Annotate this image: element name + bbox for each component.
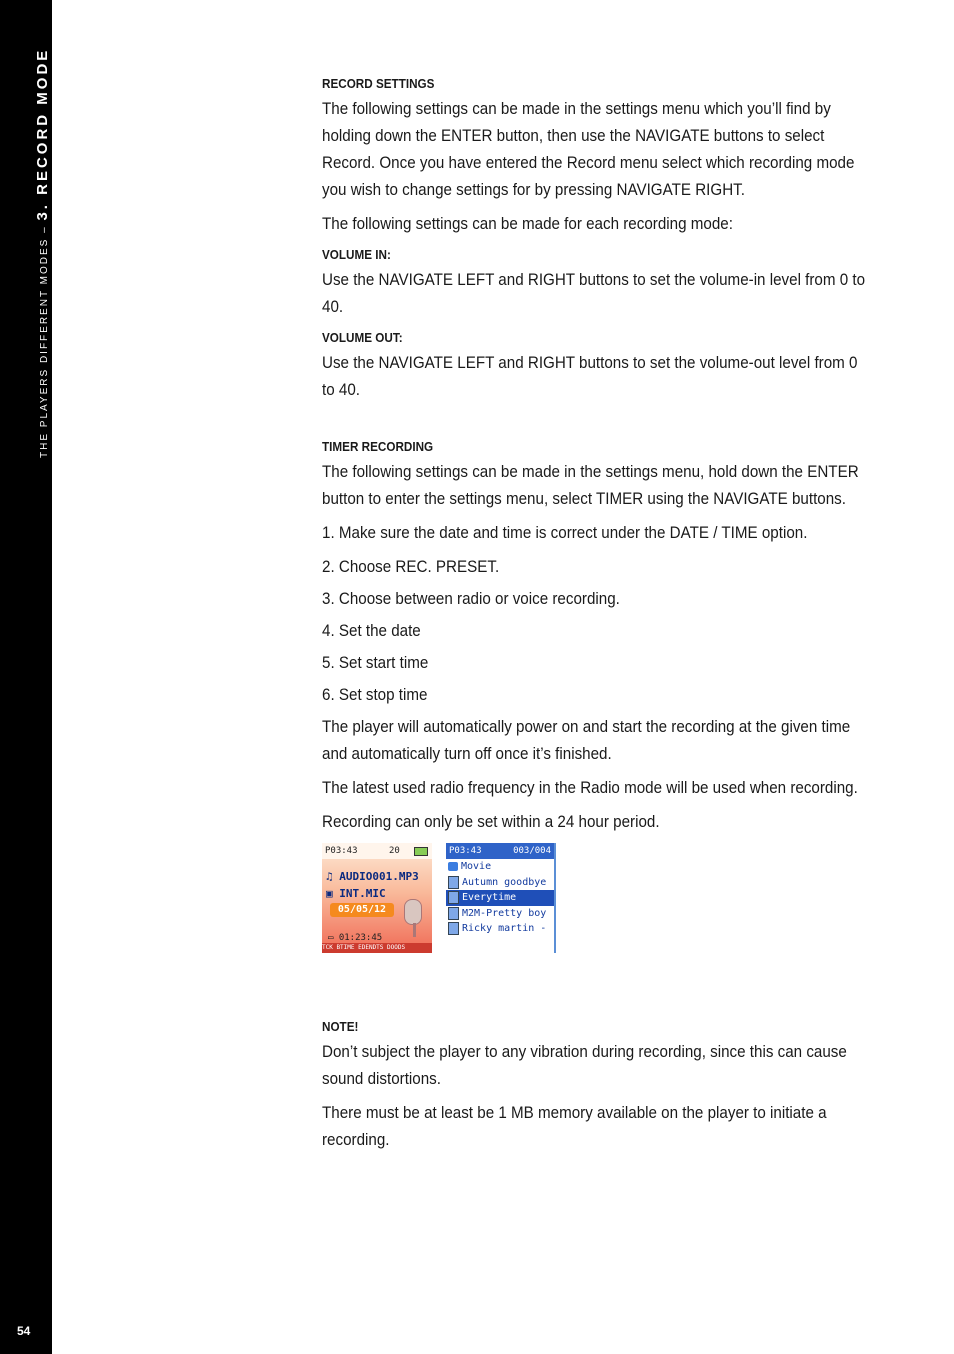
step-item: 4. Set the date (322, 622, 421, 640)
step-item: 6. Set stop time (322, 686, 428, 704)
record-elapsed: ▭ 01:23:45 (328, 933, 383, 943)
folder-item: Movie (446, 859, 554, 875)
step-item: 2. Choose REC. PRESET. (322, 558, 500, 576)
page-number: 54 (17, 1324, 31, 1338)
record-settings-intro: The following settings can be made for each recording mode: (322, 215, 733, 233)
browser-time: P03:43 (449, 846, 482, 856)
sidebar (0, 0, 52, 1354)
section-big-label: 3. RECORD MODE (34, 47, 51, 221)
screenshots (322, 843, 872, 955)
radio-frequency-paragraph: The latest used radio frequency in the Radio mode will be used when recording. (322, 779, 858, 797)
record-screen-time: P03:43 (325, 846, 358, 856)
record-source: ▣ INT.MIC (326, 887, 386, 900)
timer-recording-heading: TIMER RECORDING (322, 439, 434, 454)
record-screen-bottom-bar: TCK BTIME EDENDTS DOODS (322, 943, 432, 953)
volume-in-heading: VOLUME IN: (322, 247, 391, 262)
record-date: 05/05/12 (330, 903, 394, 917)
record-screen (322, 843, 432, 953)
record-file-name: ♫ AUDIO001.MP3 (326, 870, 419, 883)
record-screen-volume: 20 (388, 846, 400, 856)
timer-recording-intro: The following settings can be made in the settings menu, hold down the ENTER button to enter the settings menu, select TIMER using the NAVIGATE buttons. (322, 463, 859, 508)
record-screen-status-bar (322, 843, 432, 859)
note-vibration: Don’t subject the player to any vibration during recording, since this can cause sound distortions. (322, 1043, 847, 1088)
list-item: M2M-Pretty boy (446, 906, 554, 922)
file-icon (448, 891, 459, 904)
folder-icon (448, 862, 458, 871)
list-item-selected: Everytime (446, 890, 554, 906)
microphone-icon (404, 899, 422, 925)
browser-status-bar (446, 843, 554, 859)
auto-power-paragraph: The player will automatically power on and start the recording at the given time and automatically turn off once it’s finished. (322, 718, 851, 763)
file-icon (448, 876, 459, 889)
record-settings-heading: RECORD SETTINGS (322, 76, 435, 91)
step-item: 3. Choose between radio or voice recording. (322, 590, 620, 608)
file-icon (448, 907, 459, 920)
battery-icon (414, 847, 428, 856)
volume-out-text: Use the NAVIGATE LEFT and RIGHT buttons to set the volume-out level from 0 to 40. (322, 354, 858, 399)
record-settings-paragraph: The following settings can be made in the settings menu which you’ll find by holding down the ENTER button, then use the NAVIGATE buttons to select Record. Once you have entered the Record menu select which recording mode you wish to change settings for by pressing NAVIGATE RIGHT. (322, 100, 855, 199)
step-item: 5. Set start time (322, 654, 429, 672)
volume-in-text: Use the NAVIGATE LEFT and RIGHT buttons to set the volume-in level from 0 to 40. (322, 271, 866, 316)
note-heading: NOTE! (322, 1019, 359, 1034)
note-memory: There must be at least be 1 MB memory available on the player to initiate a recording. (322, 1104, 827, 1149)
file-icon (448, 922, 459, 935)
main-content (322, 74, 872, 1161)
list-item: Ricky martin - (446, 921, 554, 937)
list-item: Autumn goodbye (446, 875, 554, 891)
section-small-label: THE PLAYERS DIFFERENT MODES – (39, 220, 50, 458)
browser-screen (446, 843, 556, 953)
section-label (34, 48, 52, 458)
period-paragraph: Recording can only be set within a 24 hour period. (322, 813, 660, 831)
volume-out-heading: VOLUME OUT: (322, 330, 403, 345)
browser-count: 003/004 (513, 846, 551, 856)
step-item: 1. Make sure the date and time is correct under the DATE / TIME option. (322, 524, 808, 542)
